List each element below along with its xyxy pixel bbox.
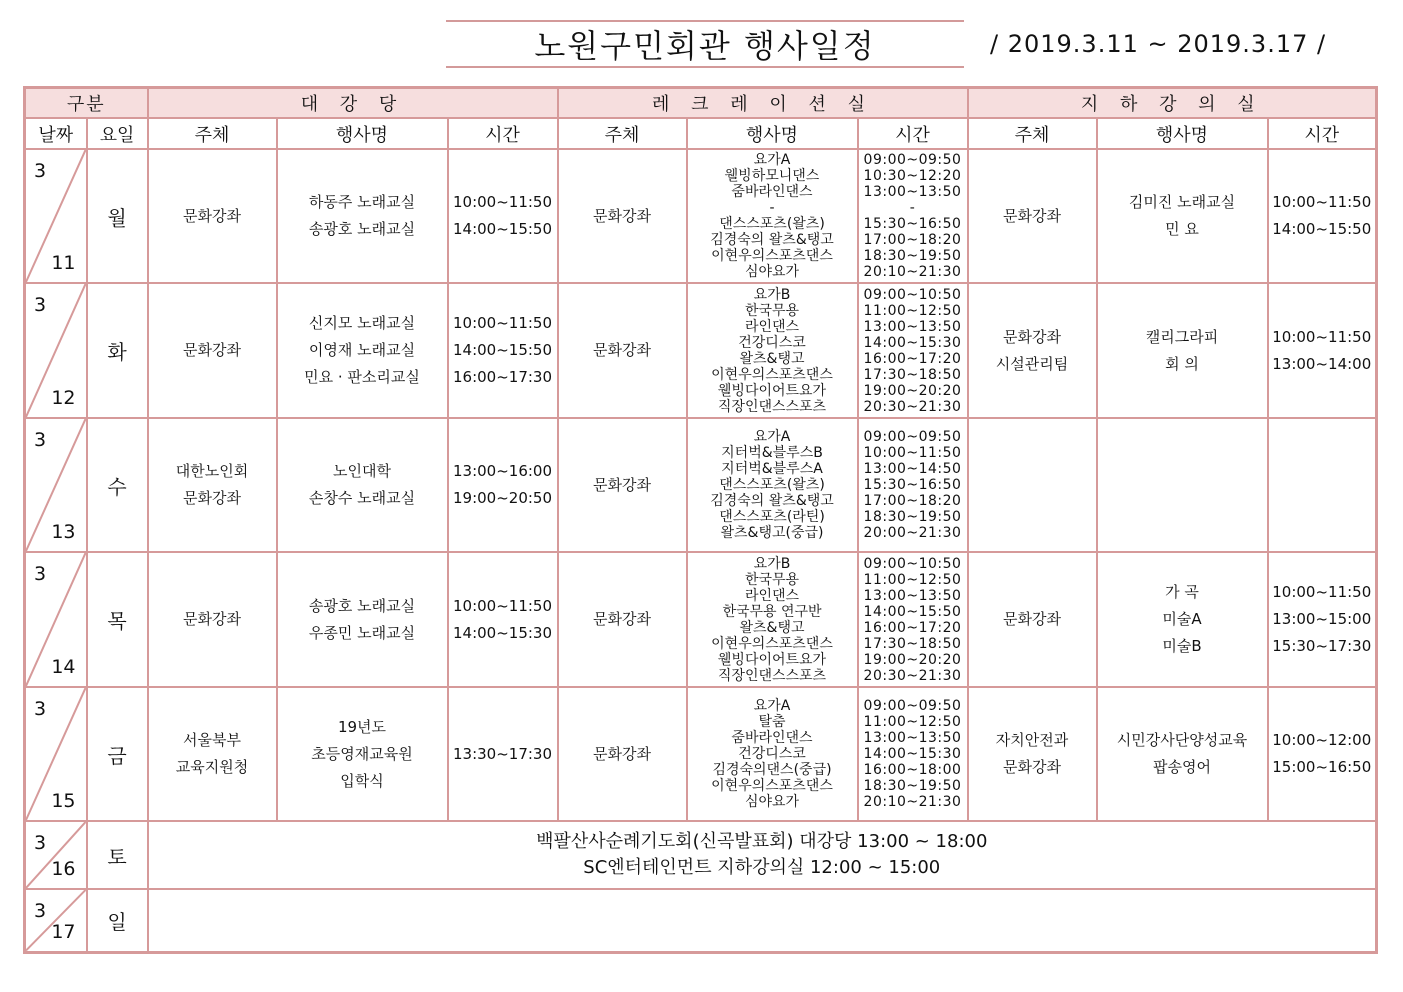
base-time-line: 15:00~16:50 — [1272, 758, 1372, 776]
rec-time-line: 15:30~16:50 — [863, 216, 962, 232]
hall-time-cell — [448, 687, 558, 821]
rec-subject-line: 문화강좌 — [593, 475, 651, 494]
rec-subject-cell — [558, 283, 687, 418]
date-cell — [25, 687, 87, 821]
rec-time-line: 17:00~18:20 — [863, 493, 962, 509]
rec-time-line: 11:00~12:50 — [863, 302, 962, 319]
rec-time-line: 16:00~17:20 — [863, 619, 962, 636]
hall-event-line: 신지모 노래교실 — [308, 314, 416, 332]
base-time-line: 13:00~15:00 — [1272, 610, 1372, 628]
rec-event-line: 요가A — [753, 152, 791, 168]
weekday-cell: 토 — [87, 821, 148, 889]
rec-event-cell — [687, 149, 858, 283]
rec-event-line: 탈춤 — [758, 714, 786, 730]
rec-time-line: 15:30~16:50 — [863, 477, 962, 493]
date-month: 3 — [34, 429, 47, 451]
hall-event-line: 송광호 노래교실 — [308, 596, 416, 615]
base-subject-line: 자치안전과 — [995, 731, 1069, 749]
date-month: 3 — [34, 563, 47, 585]
base-time-cell — [1268, 552, 1377, 687]
base-time-cell — [1268, 687, 1377, 821]
rec-subject-line: 문화강좌 — [593, 744, 651, 763]
hall-time-line: 13:30~17:30 — [452, 744, 553, 763]
base-event-line: 미술A — [1162, 610, 1202, 628]
date-day: 17 — [51, 920, 76, 943]
date-cell — [25, 283, 87, 418]
rec-event-line: 줌바라인댄스 — [731, 184, 813, 200]
hall-subject-line: 문화강좌 — [183, 610, 241, 628]
rec-time-line: 14:00~15:30 — [863, 746, 962, 762]
rec-subject-cell — [558, 418, 687, 552]
schedule-table — [23, 86, 1378, 954]
group-header: 구분 — [25, 88, 148, 119]
rec-event-line: 한국무용 연구반 — [722, 603, 822, 620]
schedule-row — [25, 418, 1377, 552]
rec-time-line: 11:00~12:50 — [863, 571, 962, 588]
rec-event-line: 한국무용 — [744, 571, 800, 588]
schedule-row — [25, 687, 1377, 821]
time-column-header: 시간 — [1268, 118, 1377, 149]
weekday-column-header: 요일 — [87, 118, 148, 149]
hall-event-cell — [277, 552, 448, 687]
weekend-row — [25, 889, 1377, 952]
date-month: 3 — [34, 900, 47, 922]
hall-subject-line: 문화강좌 — [183, 341, 241, 359]
weekend-notice-cell — [148, 889, 1377, 952]
rec-time-line: 16:00~18:00 — [863, 762, 962, 778]
rec-time-line: 14:00~15:30 — [863, 334, 962, 351]
rec-time-cell — [858, 283, 968, 418]
rec-time-line: 20:10~21:30 — [863, 264, 962, 280]
rec-time-line: 17:00~18:20 — [863, 232, 962, 248]
date-day: 13 — [51, 521, 76, 543]
rec-event-cell — [687, 418, 858, 552]
rec-time-line: 20:10~21:30 — [863, 794, 962, 810]
date-column-header: 날짜 — [25, 118, 87, 149]
date-month: 3 — [34, 698, 47, 720]
base-subject-line: 시설관리팀 — [995, 354, 1069, 373]
hall-event-cell — [277, 283, 448, 418]
weekday-cell: 일 — [87, 889, 148, 952]
date-cell — [25, 821, 87, 889]
hall-event-cell — [277, 418, 448, 552]
rec-event-line: 지터벅&블루스A — [721, 461, 823, 477]
rec-time-line: 13:00~13:50 — [863, 318, 962, 335]
base-event-cell — [1097, 418, 1268, 552]
hall-time-line: 19:00~20:50 — [452, 489, 553, 507]
rec-time-line: 09:00~10:50 — [863, 555, 962, 572]
hall-time-cell — [448, 149, 558, 283]
hall-subject-cell — [148, 149, 277, 283]
weekday-cell: 수 — [87, 418, 148, 552]
rec-time-line: 13:00~13:50 — [863, 184, 962, 200]
hall-event-line: 19년도 — [337, 717, 387, 736]
base-subject-cell — [968, 418, 1097, 552]
rec-event-line: 댄스스포츠(왈츠) — [719, 477, 825, 493]
date-cell — [25, 552, 87, 687]
base-subject-line: 문화강좌 — [1003, 610, 1061, 628]
rec-event-line: 라인댄스 — [744, 587, 800, 604]
date-cell — [25, 149, 87, 283]
rec-event-line: 요가A — [753, 429, 791, 445]
schedule-row — [25, 283, 1377, 418]
rec-time-line: 16:00~17:20 — [863, 350, 962, 367]
base-event-line: 캘리그라피 — [1145, 327, 1219, 346]
hall-time-line: 10:00~11:50 — [452, 596, 553, 615]
base-event-cell — [1097, 283, 1268, 418]
hall-subject-cell — [148, 552, 277, 687]
rec-event-line: 왈츠&탱고 — [739, 350, 805, 367]
rec-event-line: 직장인댄스스포츠 — [717, 667, 827, 684]
base-subject-cell — [968, 149, 1097, 283]
rec-time-line: 09:00~09:50 — [863, 698, 962, 714]
rec-event-line: 웰빙다이어트요가 — [717, 382, 827, 399]
hall-subject-cell — [148, 687, 277, 821]
hall-subject-line: 서울북부 — [183, 731, 241, 749]
hall-event-line: 이영재 노래교실 — [308, 341, 416, 359]
hall-time-line: 16:00~17:30 — [452, 368, 553, 386]
rec-event-line: 웰빙다이어트요가 — [717, 651, 827, 668]
rec-event-line: 한국무용 — [744, 302, 800, 319]
hall-subject-line: 교육지원청 — [175, 758, 249, 776]
rec-event-line: 이현우의스포츠댄스 — [711, 248, 833, 264]
base-time-line: 10:00~12:00 — [1272, 731, 1372, 749]
hall-event-line: 하동주 노래교실 — [308, 193, 416, 211]
rec-event-line: 줌바라인댄스 — [731, 730, 813, 746]
hall-time-line: 14:00~15:50 — [452, 341, 553, 359]
subheader-row — [25, 118, 1377, 149]
date-day: 12 — [51, 387, 76, 409]
rec-subject-cell — [558, 687, 687, 821]
rec-time-line: 20:00~21:30 — [863, 525, 962, 541]
base-event-line: 미술B — [1162, 637, 1202, 655]
rec-event-line: 요가B — [753, 286, 791, 303]
rec-event-cell — [687, 687, 858, 821]
base-time-line: 13:00~14:00 — [1272, 354, 1372, 373]
rec-event-line: 댄스스포츠(왈츠) — [719, 216, 825, 232]
rec-time-line: 10:00~11:50 — [863, 445, 962, 461]
date-month: 3 — [34, 832, 47, 854]
base-time-line: 15:30~17:30 — [1272, 637, 1372, 655]
base-time-cell — [1268, 418, 1377, 552]
rec-event-line: 요가A — [753, 698, 791, 714]
base-event-line: 회 의 — [1165, 354, 1199, 373]
hall-time-cell — [448, 418, 558, 552]
hall-time-cell — [448, 283, 558, 418]
hall-subject-line: 대한노인회 — [175, 462, 249, 480]
hall-event-line: 송광호 노래교실 — [308, 220, 416, 238]
rec-time-line: 09:00~09:50 — [863, 152, 962, 168]
base-subject-line: 문화강좌 — [1003, 758, 1061, 776]
rec-time-line: 13:00~14:50 — [863, 461, 962, 477]
date-day: 11 — [51, 252, 76, 274]
hall-event-cell — [277, 149, 448, 283]
weekend-notice-line: 백팔산사순례기도회(신곡발표회) 대강당 13:00 ~ 18:00 — [536, 831, 988, 852]
rec-event-line: 이현우의스포츠댄스 — [711, 635, 833, 652]
rec-time-line: 20:30~21:30 — [863, 667, 962, 684]
base-event-cell — [1097, 687, 1268, 821]
rec-event-line: 김경숙의 왈츠&탱고 — [710, 232, 834, 248]
rec-subject-line: 문화강좌 — [593, 610, 651, 628]
subject-column-header: 주체 — [558, 118, 687, 149]
rec-event-line: 김경숙의댄스(중급) — [712, 762, 832, 778]
time-column-header: 시간 — [858, 118, 968, 149]
schedule-row — [25, 149, 1377, 283]
rec-event-line: 댄스스포츠(라틴) — [719, 509, 825, 525]
hall-event-line: 민요 · 판소리교실 — [304, 368, 420, 386]
rec-event-cell — [687, 552, 858, 687]
date-month: 3 — [34, 160, 47, 182]
weekday-cell: 월 — [87, 149, 148, 283]
base-event-line: 민 요 — [1165, 220, 1199, 238]
rec-subject-line: 문화강좌 — [593, 206, 651, 225]
weekday-cell: 금 — [87, 687, 148, 821]
hall-subject-line: 문화강좌 — [183, 206, 241, 225]
date-cell — [25, 418, 87, 552]
hall-header-recreation: 레 크 레 이 션 실 — [558, 88, 968, 119]
base-time-line: 10:00~11:50 — [1272, 327, 1372, 346]
rec-event-line: 직장인댄스스포츠 — [717, 398, 827, 415]
hall-event-line: 입학식 — [340, 771, 384, 790]
event-column-header: 행사명 — [1097, 118, 1268, 149]
rec-time-line: 18:30~19:50 — [863, 778, 962, 794]
rec-time-line: 17:30~18:50 — [863, 635, 962, 652]
rec-time-line: 13:00~13:50 — [863, 587, 962, 604]
hall-subject-cell — [148, 283, 277, 418]
subject-column-header: 주체 — [968, 118, 1097, 149]
hall-time-line: 10:00~11:50 — [452, 314, 553, 332]
rec-time-line: 13:00~13:50 — [863, 730, 962, 746]
hall-event-cell — [277, 687, 448, 821]
base-event-line: 가 곡 — [1165, 583, 1199, 601]
base-event-line: 시민강사단양성교육 — [1116, 731, 1248, 749]
rec-time-line: 11:00~12:50 — [863, 714, 962, 730]
base-event-cell — [1097, 552, 1268, 687]
weekday-cell: 목 — [87, 552, 148, 687]
hall-subject-cell — [148, 418, 277, 552]
hall-subject-line: 문화강좌 — [183, 489, 241, 507]
rec-time-line: 17:30~18:50 — [863, 366, 962, 383]
rec-time-line: 14:00~15:50 — [863, 603, 962, 620]
hall-event-line: 노인대학 — [333, 462, 391, 480]
rec-event-line: 요가B — [753, 555, 791, 572]
rec-event-line: 김경숙의 왈츠&탱고 — [710, 493, 834, 509]
rec-time-line: 09:00~10:50 — [863, 286, 962, 303]
rec-time-line: 10:30~12:20 — [863, 168, 962, 184]
rec-event-cell — [687, 283, 858, 418]
time-column-header: 시간 — [448, 118, 558, 149]
weekend-row — [25, 821, 1377, 889]
weekend-notice-line: SC엔터테인먼트 지하강의실 12:00 ~ 15:00 — [583, 857, 941, 878]
rec-subject-cell — [558, 149, 687, 283]
hall-event-line: 우종민 노래교실 — [308, 623, 416, 642]
rec-event-line: 건강디스코 — [738, 746, 806, 762]
subject-column-header: 주체 — [148, 118, 277, 149]
rec-event-line: 라인댄스 — [744, 318, 800, 335]
base-subject-cell — [968, 283, 1097, 418]
weekday-cell: 화 — [87, 283, 148, 418]
rec-event-line: 이현우의스포츠댄스 — [711, 366, 833, 383]
rec-time-line: 19:00~20:20 — [863, 651, 962, 668]
rec-time-cell — [858, 552, 968, 687]
base-subject-line: 문화강좌 — [1003, 206, 1061, 225]
rec-time-line: 20:30~21:30 — [863, 398, 962, 415]
rec-event-line: 심야요가 — [744, 264, 800, 280]
rec-event-line: 왈츠&탱고 — [739, 619, 805, 636]
date-month: 3 — [34, 294, 47, 316]
base-time-line: 14:00~15:50 — [1272, 220, 1372, 238]
base-time-line: 10:00~11:50 — [1272, 193, 1372, 211]
weekend-notice-cell — [148, 821, 1377, 889]
base-time-cell — [1268, 149, 1377, 283]
hall-time-line: 10:00~11:50 — [452, 193, 553, 211]
rec-event-line: 왈츠&탱고(중급) — [720, 525, 824, 541]
date-cell — [25, 889, 87, 952]
hall-event-line: 손창수 노래교실 — [308, 489, 416, 507]
rec-event-line: 웰빙하모니댄스 — [724, 168, 820, 184]
base-subject-cell — [968, 552, 1097, 687]
hall-event-line: 초등영재교육원 — [311, 744, 413, 763]
hall-time-line: 14:00~15:30 — [452, 623, 553, 642]
rec-time-cell — [858, 418, 968, 552]
rec-time-line: - — [909, 200, 916, 216]
date-day: 16 — [51, 858, 76, 880]
base-subject-line: 문화강좌 — [1003, 327, 1061, 346]
base-event-line: 팝송영어 — [1153, 758, 1211, 776]
event-column-header: 행사명 — [687, 118, 858, 149]
hall-time-line: 14:00~15:50 — [452, 220, 553, 238]
base-subject-cell — [968, 687, 1097, 821]
rec-subject-cell — [558, 552, 687, 687]
rec-subject-line: 문화강좌 — [593, 341, 651, 359]
rec-time-cell — [858, 687, 968, 821]
hall-header-basement: 지 하 강 의 실 — [968, 88, 1377, 119]
base-event-cell — [1097, 149, 1268, 283]
rec-event-line: 이현우의스포츠댄스 — [711, 778, 833, 794]
rec-time-line: 18:30~19:50 — [863, 248, 962, 264]
rec-event-line: - — [769, 200, 775, 216]
rec-time-line: 18:30~19:50 — [863, 509, 962, 525]
base-time-line: 10:00~11:50 — [1272, 583, 1372, 601]
schedule-period: / 2019.3.11 ~ 2019.3.17 / — [990, 30, 1327, 58]
rec-event-line: 건강디스코 — [738, 334, 806, 351]
rec-event-line: 심야요가 — [744, 794, 800, 810]
base-event-line: 김미진 노래교실 — [1128, 193, 1236, 211]
hall-time-line: 13:00~16:00 — [452, 462, 553, 480]
event-column-header: 행사명 — [277, 118, 448, 149]
date-day: 14 — [51, 656, 76, 678]
hall-header-auditorium: 대 강 당 — [148, 88, 558, 119]
rec-event-line: 지터벅&블루스B — [721, 445, 823, 461]
date-day: 15 — [51, 790, 76, 812]
schedule-row — [25, 552, 1377, 687]
rec-time-cell — [858, 149, 968, 283]
rec-time-line: 19:00~20:20 — [863, 382, 962, 399]
page-title: 노원구민회관 행사일정 — [446, 20, 964, 68]
base-time-cell — [1268, 283, 1377, 418]
hall-time-cell — [448, 552, 558, 687]
rec-time-line: 09:00~09:50 — [863, 429, 962, 445]
